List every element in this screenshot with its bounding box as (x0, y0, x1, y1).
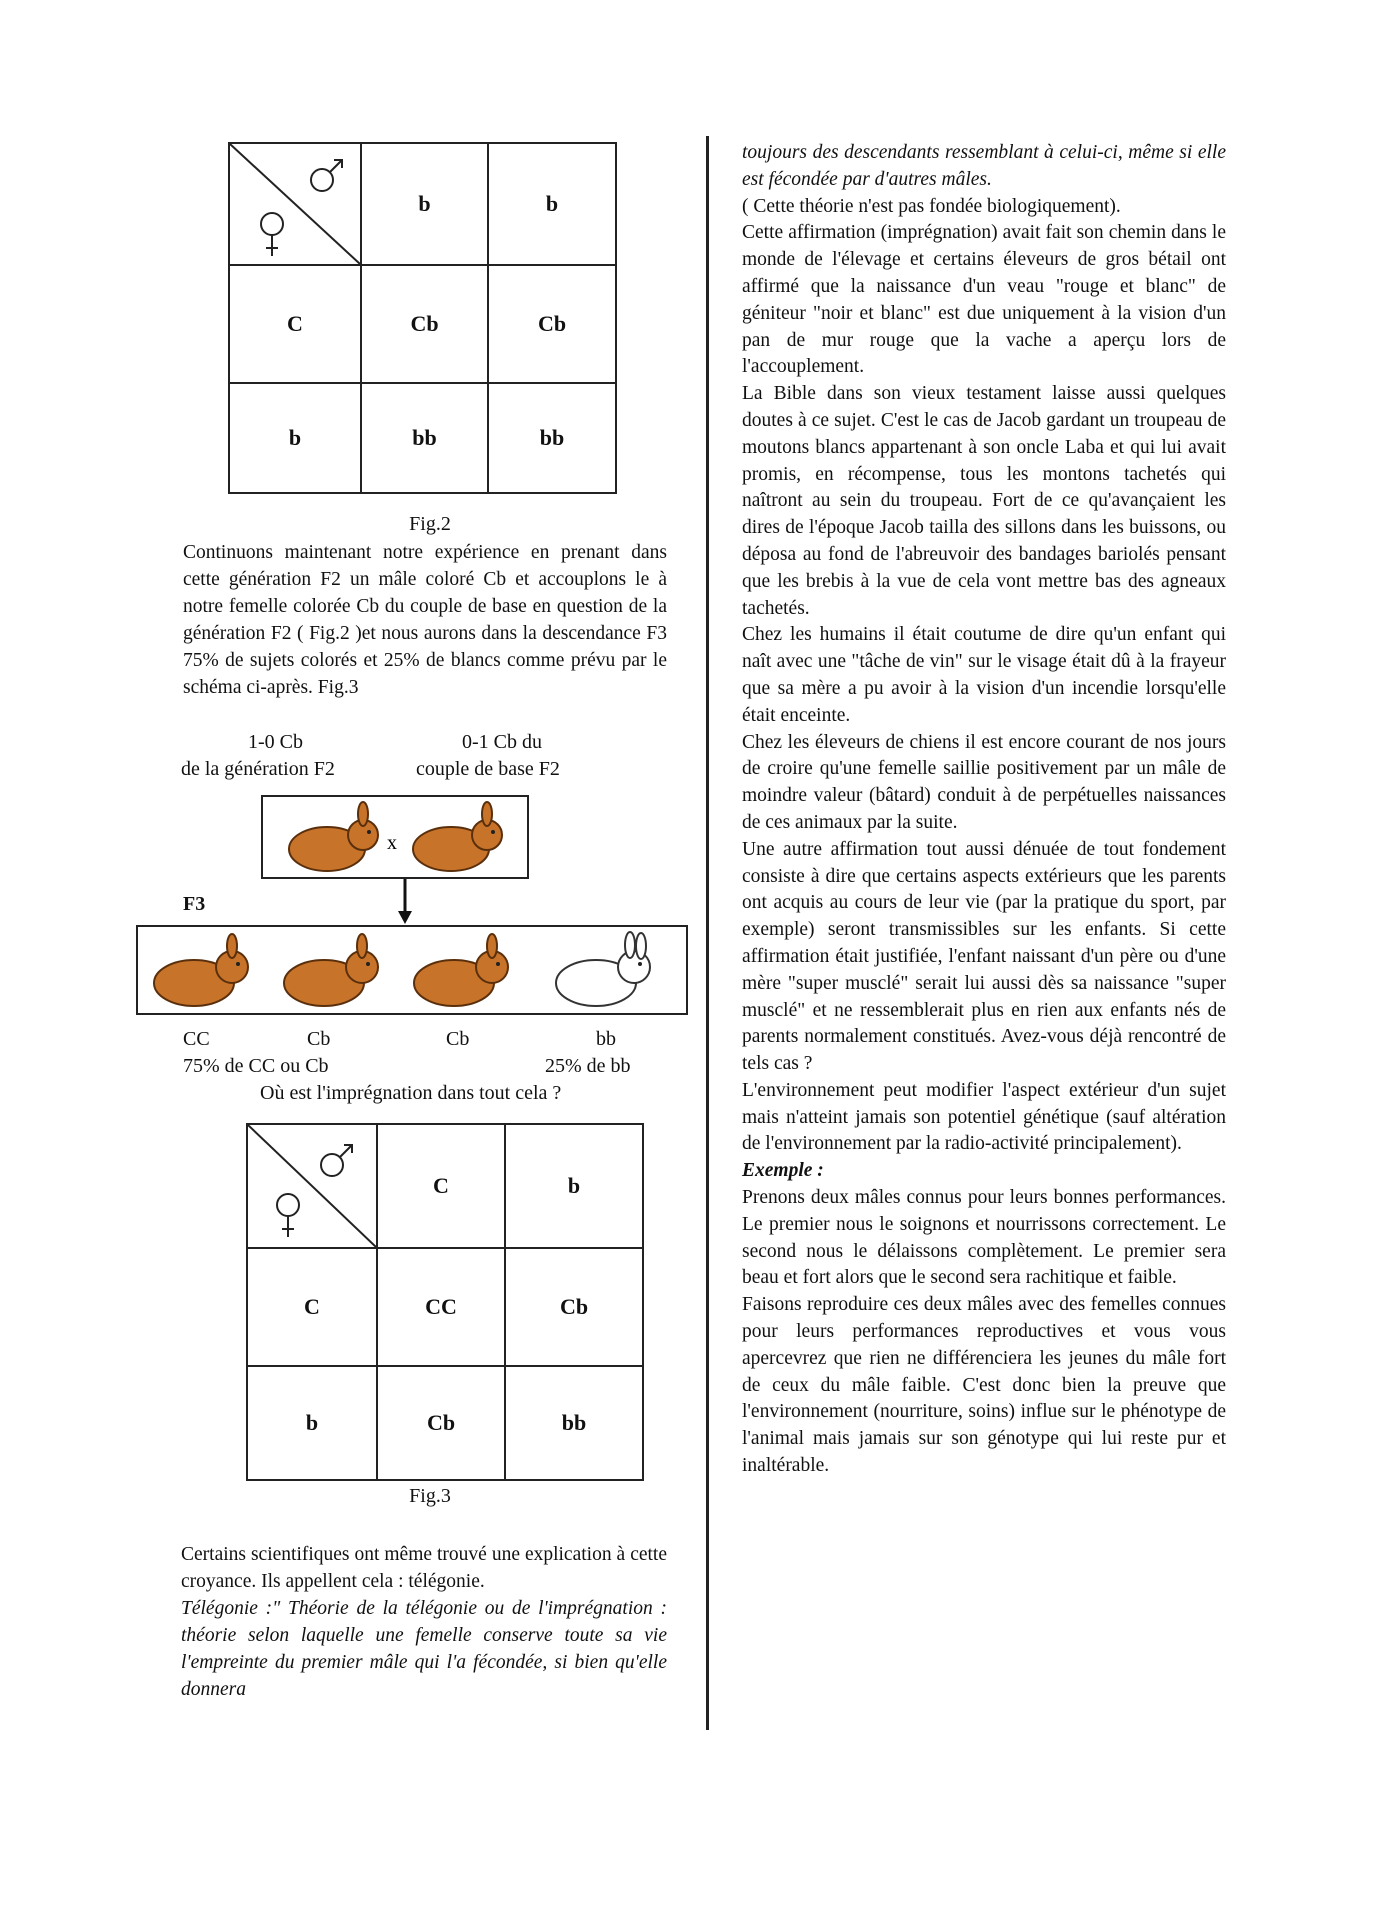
paragraph: La Bible dans son vieux testament laisse aussi quelques doutes à ce sujet. C'est le cas de Jacob gardant un troupeau de moutons blancs appartenant à son oncle Laba et qui lui avait promis, en récompense, tous les montons tachetés qui naîtront au sein du troupeau. Fort de ce qu'avançaient les dires de l'époque Jacob tailla des sillons dans les buissons, ou déposa au fond de l'abreuvoir des bandages bariolés pensant que les brebis à la vue de cela vont mettre bas des agneaux tachetés. (742, 383, 1226, 619)
right-column (742, 140, 1226, 1480)
paragraph: Certains scientifiques ont même trouvé une explication à cette croyance. Ils appellent cela : télégonie. (181, 1544, 667, 1592)
fig2-row-label: C (229, 265, 361, 383)
parent-rabbits-box (261, 795, 529, 879)
offspring-genotype-label: Cb (307, 1028, 331, 1050)
punnett-corner-sex-symbols (247, 1124, 377, 1248)
fig3-cell: Cb (377, 1366, 505, 1480)
example-heading: Exemple : (742, 1160, 824, 1182)
telegonie-definition: Télégonie :" Théorie de la télégonie ou de l'imprégnation : théorie selon laquelle une femelle conserve toute sa vie l'empreinte du premier mâle qui l'a fécondée, si bien qu'elle donnera (181, 1598, 667, 1700)
percent-colored-label: 75% de CC ou Cb (183, 1055, 329, 1077)
punnett-square-fig2 (228, 142, 617, 494)
paragraph: Une autre affirmation tout aussi dénuée de tout fondement consiste à dire que certains aspects extérieurs que les parents ont acquis au cours de leur vie (par la pratique du sport, par exemple) seront transmissibles sur les enfants. Si cette affirmation était justifiée, l'enfant naissant d'un père ou d'une mère "super musclé" serait lui aussi dès sa naissance "super musclé" et ne ressemblerait plus en rien aux enfants nés de parents normalement constitués. Avez-vous déjà rencontré de tels cas ? (742, 838, 1226, 1075)
fig2-cell: bb (488, 383, 616, 493)
left-paragraph-2 (181, 1541, 667, 1703)
fig3-header-cell: C (377, 1124, 505, 1248)
fig3-cell: Cb (505, 1248, 643, 1366)
fig3-cell: CC (377, 1248, 505, 1366)
paragraph: Continuons maintenant notre expérience en prenant dans cette génération F2 un mâle coloré Cb et accouplons le à notre femelle colorée Cb du couple de base en question de la génération F2 ( Fig.2 )et nous aurons dans la descendance F3 75% de sujets colorés et 25% de blancs comme prévu par le schéma ci-après. Fig.3 (183, 542, 667, 698)
fig2-cell: Cb (488, 265, 616, 383)
punnett-corner-sex-symbols (229, 143, 361, 265)
paragraph: Faisons reproduire ces deux mâles avec des femelles connues pour leurs performances reproductives et vous vous apercevrez que rien ne différenciera les jeunes du mâle fort de ceux du mâle faible. C'est donc bien la preuve que l'environnement (nourriture, soins) influe sur le phénotype de l'animal mais jamais sur son génotype qui lui reste pur et inaltérable. (742, 1294, 1226, 1477)
offspring-genotype-label: bb (596, 1028, 616, 1050)
paragraph: toujours des descendants ressemblant à celui-ci, même si elle est fécondée par d'autres mâles. (742, 142, 1226, 190)
left-paragraph-1 (183, 539, 667, 701)
punnett-square-fig3 (246, 1123, 644, 1481)
parent-right-label-2: couple de base F2 (416, 758, 560, 780)
fig2-header-cell: b (361, 143, 488, 265)
column-divider (706, 136, 709, 1730)
question-line: Où est l'imprégnation dans tout cela ? (260, 1082, 562, 1104)
sex-symbols-icon (248, 1125, 376, 1247)
offspring-genotype-label: CC (183, 1028, 210, 1050)
offspring-illustration (138, 927, 686, 1013)
brown-rabbit-icon (289, 802, 378, 871)
f3-label: F3 (183, 893, 206, 915)
paragraph: Prenons deux mâles connus pour leurs bonnes performances. Le premier nous le soignons et nourrissons correctement. Le second nous le délaissons complètement. Le premier sera beau et fort alors que le second sera rachitique et faible. (742, 1187, 1226, 1289)
fig2-caption: Fig.2 (409, 513, 451, 535)
percent-white-label: 25% de bb (545, 1055, 631, 1077)
parent-left-label-1: 1-0 Cb (248, 731, 303, 753)
down-arrow-icon (395, 879, 415, 925)
fig3-cell: bb (505, 1366, 643, 1480)
white-rabbit-icon (556, 932, 650, 1006)
sex-symbols-icon (230, 144, 360, 264)
fig2-row-label: b (229, 383, 361, 493)
fig2-header-cell: b (488, 143, 616, 265)
fig2-cell: bb (361, 383, 488, 493)
parent-right-label-1: 0-1 Cb du (462, 731, 542, 753)
fig3-row-label: b (247, 1366, 377, 1480)
brown-rabbit-icon (414, 934, 508, 1006)
paragraph: Chez les humains il était coutume de dire qu'un enfant qui naît avec une "tâche de vin" sur le visage était dû à la frayeur que sa mère a pu avoir à la vision d'un incendie lorsqu'elle était enceinte. (742, 624, 1226, 726)
paragraph: Chez les éleveurs de chiens il est encore courant de nos jours de croire qu'une femelle saillie positivement par un mâle de moindre valeur (bâtard) conduit à de perpétuelles naissances de ces animaux par la suite. (742, 731, 1226, 833)
fig3-caption: Fig.3 (409, 1485, 451, 1507)
cross-symbol: x (387, 832, 397, 854)
fig3-header-cell: b (505, 1124, 643, 1248)
fig3-row-label: C (247, 1248, 377, 1366)
offspring-genotype-label: Cb (446, 1028, 470, 1050)
brown-rabbit-icon (284, 934, 378, 1006)
brown-rabbit-icon (154, 934, 248, 1006)
rabbit-pair-illustration (263, 797, 527, 877)
offspring-rabbits-box (136, 925, 688, 1015)
paragraph: L'environnement peut modifier l'aspect extérieur d'un sujet mais n'atteint jamais son potentiel génétique (sauf altération de l'environnement par la radio-activité principalement). (742, 1079, 1226, 1155)
paragraph: ( Cette théorie n'est pas fondée biologiquement). (742, 195, 1121, 217)
brown-rabbit-icon (413, 802, 502, 871)
fig2-cell: Cb (361, 265, 488, 383)
parent-left-label-2: de la génération F2 (181, 758, 335, 780)
paragraph: Cette affirmation (imprégnation) avait fait son chemin dans le monde de l'élevage et certains éleveurs de gros bétail ont affirmé que la naissance d'un veau "rouge et blanc" de géniteur "noir et blanc" est due uniquement à la vision d'un pan de mur rouge que la vache a aperçu lors de l'accouplement. (742, 222, 1226, 378)
